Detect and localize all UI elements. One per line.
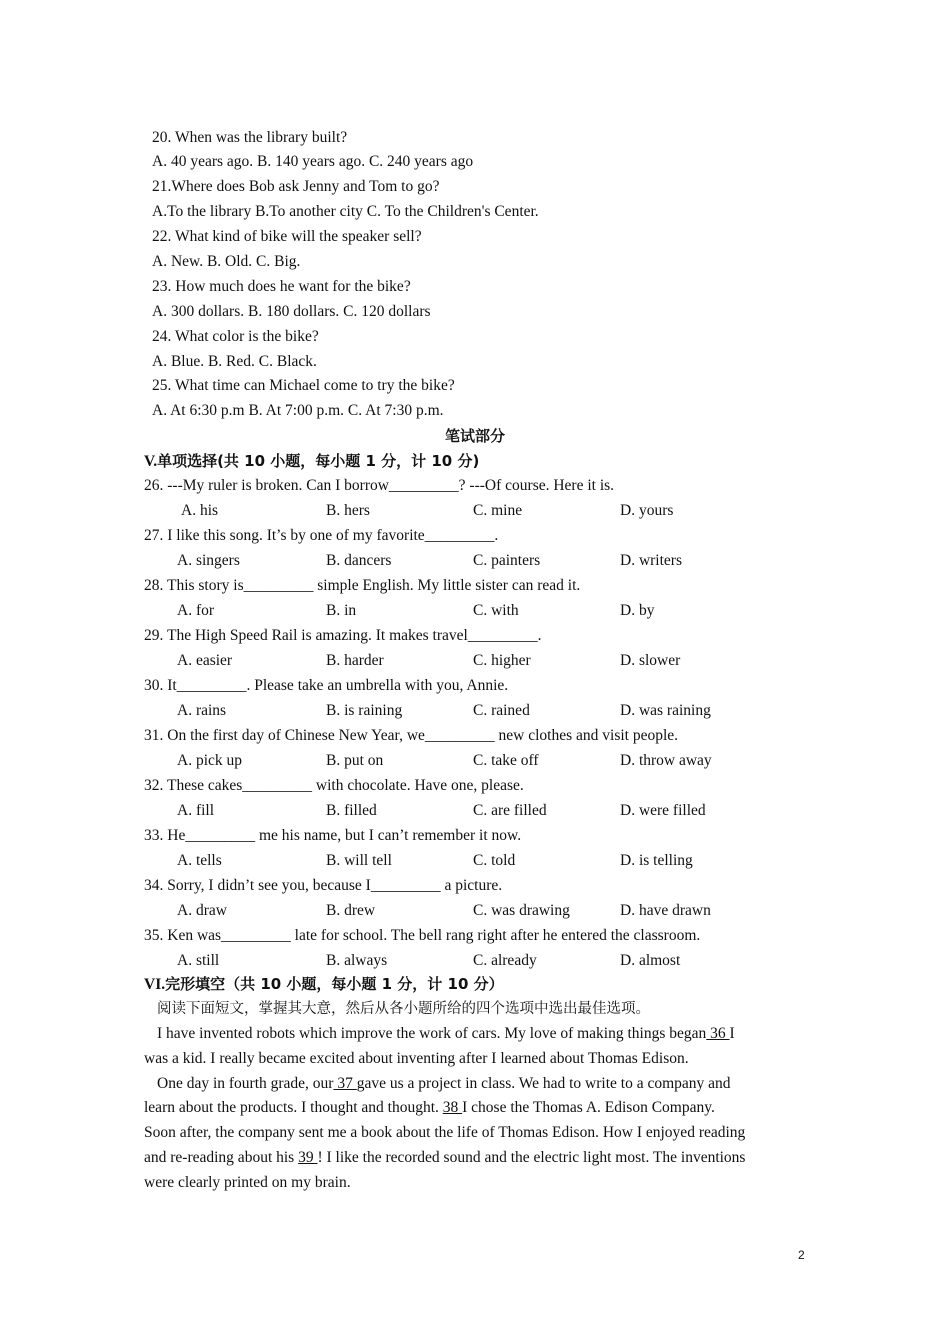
question-26: 26. ---My ruler is broken. Can I borrow_________? ---Of course. Here it is.: [144, 477, 615, 494]
question-25: 25. What time can Michael come to try the bike?: [152, 377, 455, 394]
question-32: 32. These cakes_________ with chocolate. Have one, please.: [144, 777, 524, 794]
question-32-option-a: A. fill: [177, 802, 215, 819]
passage-text: gave us a project in class. We had to write to a company and: [356, 1075, 731, 1092]
blank-36: 36: [706, 1025, 730, 1042]
blank-37: 37: [333, 1075, 357, 1092]
question-21-options: A.To the library B.To another city C. To the Children's Center.: [152, 203, 539, 220]
question-20: 20. When was the library built?: [152, 129, 348, 146]
question-32-option-b: B. filled: [326, 802, 377, 819]
question-28: 28. This story is_________ simple English. My little sister can read it.: [144, 577, 581, 594]
question-24: 24. What color is the bike?: [152, 328, 319, 345]
question-31-option-c: C. take off: [473, 752, 539, 769]
question-32-option-c: C. are filled: [473, 802, 547, 819]
question-30-option-b: B. is raining: [326, 702, 403, 719]
blank-38: 38: [442, 1099, 463, 1116]
passage-line-2: was a kid. I really became excited about inventing after I learned about Thomas Edison.: [144, 1050, 689, 1067]
question-33-option-d: D. is telling: [620, 852, 693, 869]
question-29-option-c: C. higher: [473, 652, 531, 669]
question-32-option-d: D. were filled: [620, 802, 706, 819]
passage-text: One day in fourth grade, our: [157, 1075, 334, 1092]
passage-line-4: [144, 1098, 715, 1118]
question-34-option-d: D. have drawn: [620, 902, 711, 919]
question-22-options: A. New. B. Old. C. Big.: [152, 253, 301, 270]
question-33-option-a: A. tells: [177, 852, 222, 869]
question-31-option-b: B. put on: [326, 752, 384, 769]
question-27-option-b: B. dancers: [326, 552, 392, 569]
section-6-instruction: 阅读下面短文，掌握其大意，然后从各小题所给的四个选项中选出最佳选项。: [157, 1001, 650, 1017]
question-33-option-c: C. told: [473, 852, 516, 869]
question-27-option-d: D. writers: [620, 552, 682, 569]
section-6-title: 完形填空（共 10 小题，每小题 1 分，计 10 分）: [165, 975, 504, 993]
question-33: 33. He_________ me his name, but I can’t remember it now.: [144, 827, 522, 844]
passage-line-7: were clearly printed on my brain.: [144, 1174, 351, 1191]
question-27-option-c: C. painters: [473, 552, 541, 569]
question-29: 29. The High Speed Rail is amazing. It makes travel_________.: [144, 627, 542, 644]
question-30-option-a: A. rains: [177, 702, 227, 719]
question-30-option-c: C. rained: [473, 702, 530, 719]
question-35-option-d: D. almost: [620, 952, 681, 969]
question-21: 21.Where does Bob ask Jenny and Tom to go?: [152, 178, 440, 195]
question-35-option-c: C. already: [473, 952, 537, 969]
question-28-option-d: D. by: [620, 602, 655, 619]
question-28-option-a: A. for: [177, 602, 215, 619]
question-35-option-b: B. always: [326, 952, 388, 969]
question-31-option-d: D. throw away: [620, 752, 712, 769]
question-33-option-b: B. will tell: [326, 852, 392, 869]
question-31: 31. On the first day of Chinese New Year, we_________ new clothes and visit people.: [144, 727, 679, 744]
passage-line-5: Soon after, the company sent me a book about the life of Thomas Edison. How I enjoyed reading: [144, 1124, 746, 1141]
question-23: 23. How much does he want for the bike?: [152, 278, 411, 295]
passage-text: ! I like the recorded sound and the electric light most. The inventions: [317, 1149, 746, 1166]
question-30: 30. It_________. Please take an umbrella with you, Annie.: [144, 677, 509, 694]
question-31-option-a: A. pick up: [177, 752, 243, 769]
passage-text: I: [729, 1025, 735, 1042]
question-34-option-a: A. draw: [177, 902, 227, 919]
question-29-option-d: D. slower: [620, 652, 681, 669]
section-6-heading: [144, 974, 504, 995]
passage-line-1: [157, 1024, 735, 1044]
passage-line-6: [144, 1148, 745, 1168]
question-28-option-b: B. in: [326, 602, 357, 619]
section-5-heading: [144, 451, 479, 472]
question-20-options: A. 40 years ago. B. 140 years ago. C. 240 years ago: [152, 153, 474, 170]
passage-text: and re-reading about his: [144, 1149, 299, 1166]
question-23-options: A. 300 dollars. B. 180 dollars. C. 120 dollars: [152, 303, 431, 320]
written-section-title: 笔试部分: [444, 427, 505, 445]
question-34: 34. Sorry, I didn’t see you, because I_________ a picture.: [144, 877, 503, 894]
passage-text: I have invented robots which improve the work of cars. My love of making things began: [157, 1025, 707, 1042]
question-34-option-c: C. was drawing: [473, 902, 570, 919]
question-27: 27. I like this song. It’s by one of my favorite_________.: [144, 527, 499, 544]
question-29-option-b: B. harder: [326, 652, 384, 669]
question-35-option-a: A. still: [177, 952, 220, 969]
passage-line-3: [157, 1074, 731, 1094]
passage-text: learn about the products. I thought and thought.: [144, 1099, 443, 1116]
question-24-options: A. Blue. B. Red. C. Black.: [152, 353, 317, 370]
question-28-option-c: C. with: [473, 602, 519, 619]
question-30-option-d: D. was raining: [620, 702, 711, 719]
question-29-option-a: A. easier: [177, 652, 233, 669]
blank-39: 39: [298, 1149, 318, 1166]
question-25-options: A. At 6:30 p.m B. At 7:00 p.m. C. At 7:30 p.m.: [152, 402, 444, 419]
question-26-option-d: D. yours: [620, 502, 674, 519]
question-35: 35. Ken was_________ late for school. The bell rang right after he entered the classroom.: [144, 927, 701, 944]
question-34-option-b: B. drew: [326, 902, 376, 919]
section-5-prefix: V.: [144, 453, 158, 470]
question-27-option-a: A. singers: [177, 552, 240, 569]
question-22: 22. What kind of bike will the speaker sell?: [152, 228, 422, 245]
section-6-prefix: VI.: [144, 976, 166, 993]
question-26-option-a: A. his: [181, 502, 219, 519]
page-number: 2: [798, 1248, 805, 1262]
section-5-title: 单项选择(共 10 小题，每小题 1 分，计 10 分): [157, 452, 480, 470]
question-26-option-c: C. mine: [473, 502, 523, 519]
passage-text: I chose the Thomas A. Edison Company.: [462, 1099, 715, 1116]
question-26-option-b: B. hers: [326, 502, 370, 519]
